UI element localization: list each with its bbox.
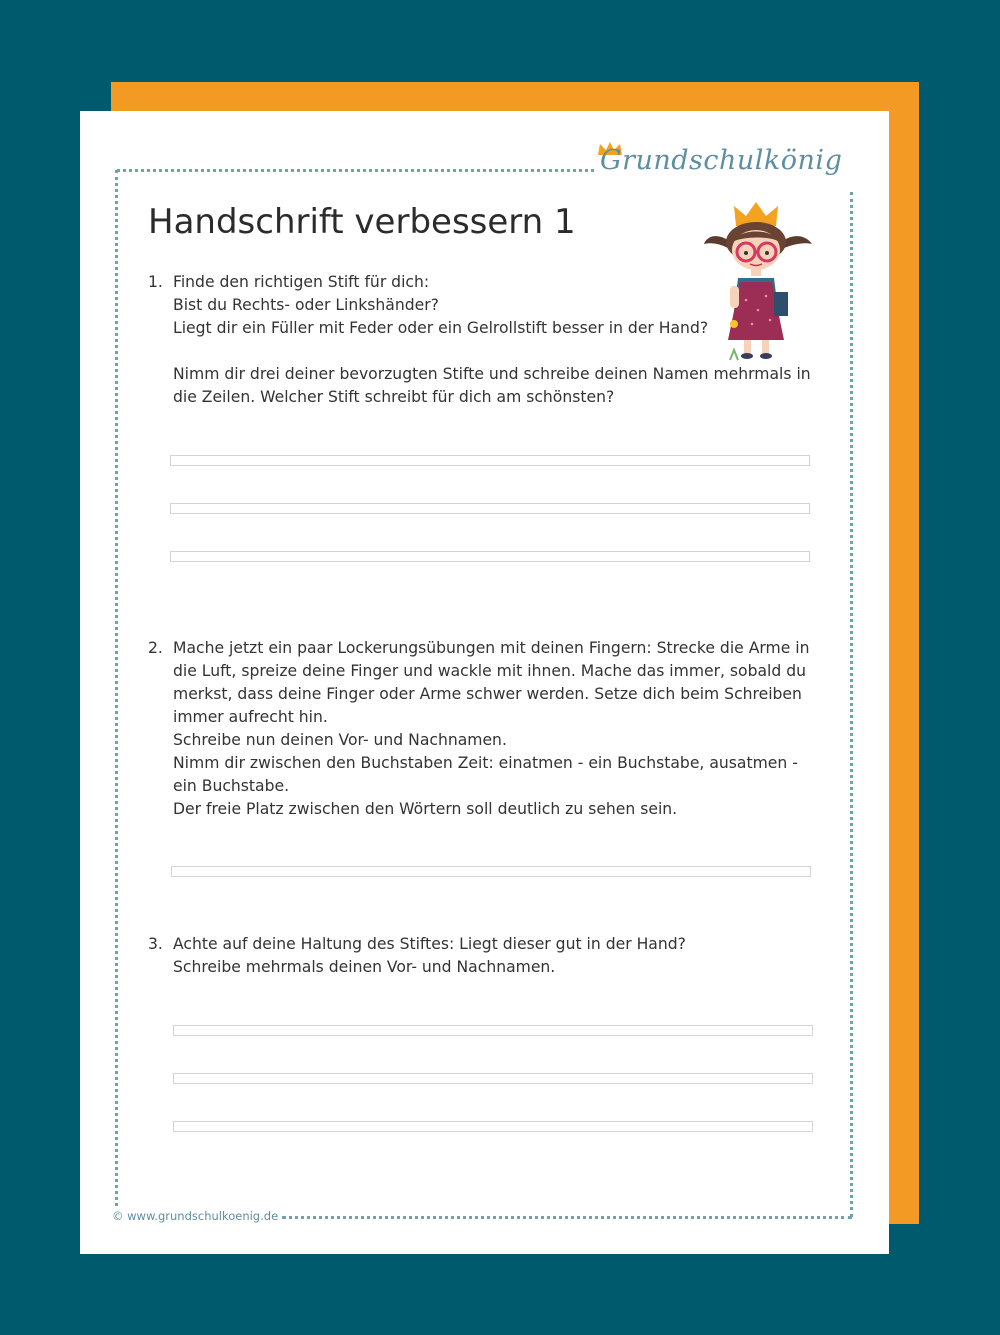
- task-text-line: Finde den richtigen Stift für dich:: [173, 273, 430, 291]
- dotted-frame-left: [115, 170, 118, 1206]
- copyright-footer: © www.grundschulkoenig.de: [112, 1209, 279, 1223]
- task-text-line: Schreibe nun deinen Vor- und Nachnamen.: [173, 731, 507, 749]
- dotted-frame-top: [117, 169, 594, 172]
- task-number: 1.: [148, 273, 163, 291]
- writing-line[interactable]: [173, 1121, 813, 1132]
- task-number: 2.: [148, 639, 163, 657]
- paragraph-gap: [173, 340, 828, 363]
- task-text-line: die Luft, spreize deine Finger und wackle mit ihnen. Mache das immer, sobald du: [173, 662, 807, 680]
- writing-line[interactable]: [170, 455, 810, 466]
- task-text-line: merkst, dass deine Finger oder Arme schwer werden. Setze dich beim Schreiben: [173, 685, 802, 703]
- task-text-line: Der freie Platz zwischen den Wörtern soll deutlich zu sehen sein.: [173, 800, 678, 818]
- task-2: [148, 637, 828, 821]
- page-title: Handschrift verbessern 1: [148, 202, 576, 242]
- task-1: [148, 271, 828, 409]
- writing-line[interactable]: [173, 1073, 813, 1084]
- task-text-line: immer aufrecht hin.: [173, 708, 328, 726]
- task-text-line: Schreibe mehrmals deinen Vor- und Nachnamen.: [173, 958, 556, 976]
- task-text-line: Bist du Rechts- oder Linkshänder?: [173, 296, 439, 314]
- task-text-line: Nimm dir zwischen den Buchstaben Zeit: einatmen - ein Buchstabe, ausatmen -: [173, 754, 798, 772]
- task-text-line: ein Buchstabe.: [173, 777, 290, 795]
- task-text-line: die Zeilen. Welcher Stift schreibt für dich am schönsten?: [173, 388, 615, 406]
- brand-logo: Grundschulkönig: [600, 145, 843, 176]
- dotted-frame-right: [850, 192, 853, 1217]
- task-number: 3.: [148, 935, 163, 953]
- writing-line[interactable]: [173, 1025, 813, 1036]
- task-text-line: Achte auf deine Haltung des Stiftes: Liegt dieser gut in der Hand?: [173, 935, 686, 953]
- task-text-line: Nimm dir drei deiner bevorzugten Stifte und schreibe deinen Namen mehrmals in: [173, 365, 811, 383]
- writing-line[interactable]: [170, 551, 810, 562]
- task-text-line: Mache jetzt ein paar Lockerungsübungen mit deinen Fingern: Strecke die Arme in: [173, 639, 810, 657]
- task-text-line: Liegt dir ein Füller mit Feder oder ein Gelrollstift besser in der Hand?: [173, 319, 709, 337]
- dotted-frame-bottom: [282, 1216, 852, 1219]
- writing-line[interactable]: [171, 866, 811, 877]
- task-3: [148, 933, 828, 979]
- writing-line[interactable]: [170, 503, 810, 514]
